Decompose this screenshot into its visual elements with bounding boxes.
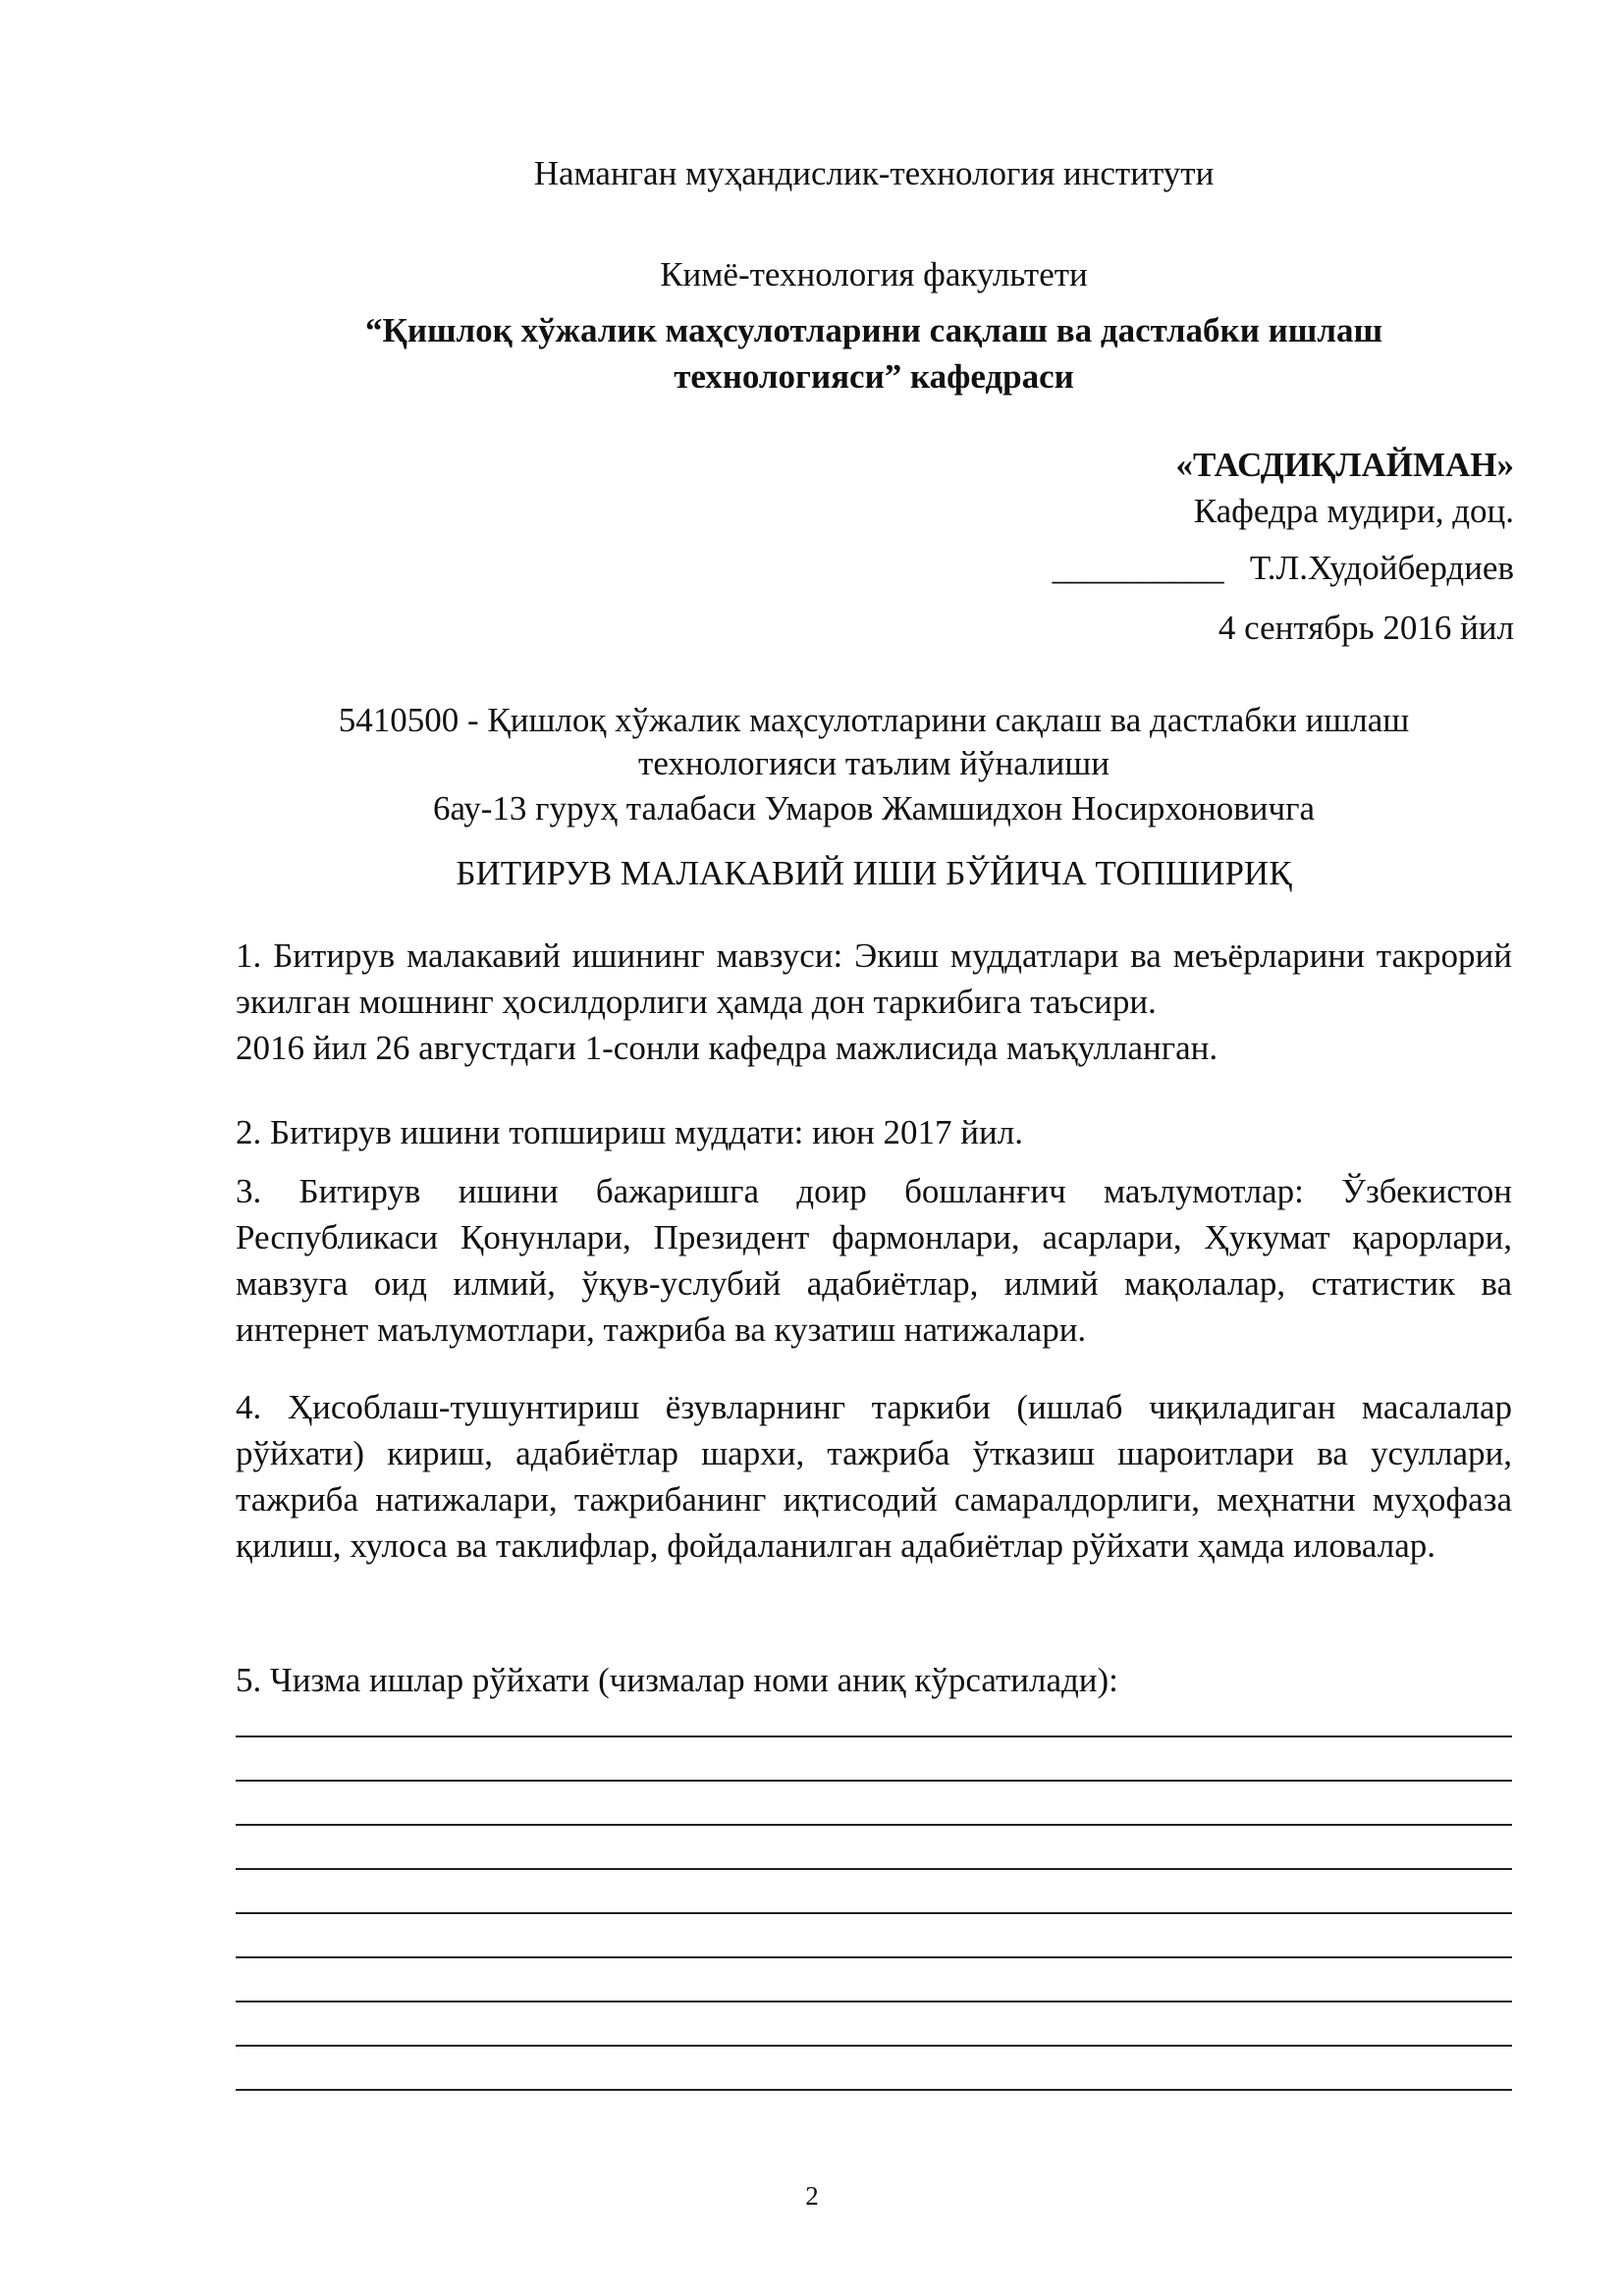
blank-line bbox=[236, 2089, 1512, 2091]
blank-line bbox=[236, 2001, 1512, 2002]
approver-name: Т.Л.Худойбердиев bbox=[1249, 549, 1514, 587]
blank-line bbox=[236, 1868, 1512, 1870]
item-3 bbox=[236, 1168, 1512, 1353]
student-speciality-line2: технологияси таълим йўналиши bbox=[638, 744, 1110, 782]
department-name-line2: технологияси” кафедраси bbox=[674, 357, 1074, 396]
item-4-text: 4. Ҳисоблаш-тушунтириш ёзувларнинг таркиби (ишлаб чиқиладиган масалалар рўйхати) кириш, адабиётлар шархи, тажриба ўтказиш шароитлари ва усуллари, тажриба натижалари, тажрибанинг иқтисодий самаралдорлиги, меҳнатни муҳофаза қилиш, хулоса ва таклифлар, фойдаланилган адабиётлар рўйхати ҳамда иловалар. bbox=[236, 1388, 1512, 1565]
department-name-line1: “Қишлоқ хўжалик маҳсулотларини сақлаш ва дастлабки ишлаш bbox=[364, 311, 1383, 349]
item-2-text: 2. Битирув ишини топшириш муддати: июн 2017 йил. bbox=[236, 1113, 1023, 1151]
item-1-note: 2016 йил 26 августдаги 1-сонли кафедра мажлисида маъқулланган. bbox=[236, 1029, 1218, 1067]
approval-date: 4 сентябрь 2016 йил bbox=[1218, 609, 1514, 647]
blank-line bbox=[236, 2045, 1512, 2047]
approval-title: «ТАСДИҚЛАЙМАН» bbox=[1175, 446, 1514, 484]
item-1-text: 1. Битирув малакавий ишининг мавзуси: Экиш муддатлари ва меъёрларини такрорий экилган мошнинг ҳосилдорлиги ҳамда дон таркибига таъсири. bbox=[236, 936, 1512, 1021]
blank-line bbox=[236, 1735, 1512, 1737]
item-3-text: 3. Битирув ишини бажаришга доир бошланғич маълумотлар: Ўзбекистон Республикаси Қонунлари, Президент фармонлари, асарлари, Ҳукумат қарорлари, мавзуга оид илмий, ўқув-услубий адабиётлар, илмий мақолалар, статистик ва интернет маълумотлари, тажриба ва кузатиш натижалари. bbox=[236, 1172, 1512, 1349]
approval-position: Кафедра мудири, доц. bbox=[1193, 492, 1514, 530]
signature-line: __________ bbox=[1052, 549, 1224, 587]
blank-line bbox=[236, 1956, 1512, 1958]
item-4 bbox=[236, 1384, 1512, 1569]
student-speciality-line1: 5410500 - Қишлоқ хўжалик маҳсулотларини сақлаш ва дастлабки ишлаш bbox=[338, 701, 1410, 739]
item-1 bbox=[236, 933, 1512, 1071]
blank-line bbox=[236, 1824, 1512, 1826]
blank-line bbox=[236, 1780, 1512, 1782]
blank-line bbox=[236, 1912, 1512, 1914]
page-number: 2 bbox=[805, 2181, 819, 2211]
student-group-name: 6ау-13 гуруҳ талабаси Умаров Жамшидхон Носирхоновичга bbox=[432, 789, 1316, 828]
institute-name: Наманган муҳандислик-технология институти bbox=[533, 154, 1215, 192]
item-5 bbox=[236, 1657, 1512, 1703]
item-5-text: 5. Чизма ишлар рўйхати (чизмалар номи аниқ кўрсатилади): bbox=[236, 1661, 1118, 1699]
item-2 bbox=[236, 1109, 1512, 1155]
faculty-name: Кимё-технология факультети bbox=[660, 255, 1088, 294]
approval-signature-row bbox=[1053, 545, 1514, 591]
task-title: БИТИРУВ МАЛАКАВИЙ ИШИ БЎЙИЧА ТОПШИРИҚ bbox=[456, 854, 1292, 892]
